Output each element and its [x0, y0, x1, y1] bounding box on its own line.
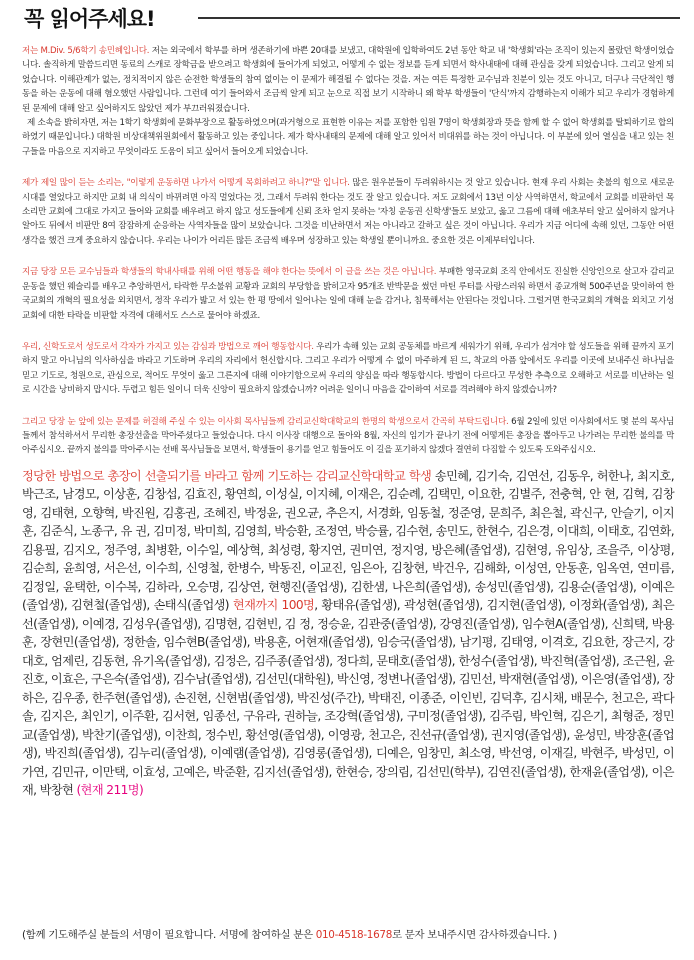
spacer	[22, 332, 674, 340]
paragraph-4-highlight: 우리, 신학도로서 성도로서 각자가 가지고 있는 감심과 방법으로 깨어 행동합시다.	[22, 341, 314, 352]
footer-suffix: 로 문자 보내주시면 감사하겠습니다. )	[392, 929, 557, 941]
spacer	[22, 168, 674, 176]
paragraph-3	[22, 265, 674, 323]
signer-list-heading: 정당한 방법으로 총장이 선출되기를 바라고 함께 기도하는 감리교신학대학교 학생	[22, 468, 432, 483]
paragraph-5-highlight: 그리고 당장 눈 앞에 있는 문제를 허걸해 주실 수 있는 이사회 목사님들께 감리교신학대학교의 한명의 학생으로서 간곡히 부탁드립니다.	[22, 416, 509, 427]
paragraph-1-text: 저는 외국에서 학부를 하며 생존하기에 바쁜 20대를 보냈고, 대학원에 입학하여도 2년 동안 학교 내 '학생회'라는 조직이 있는지 몰랐던 학생이었습니다. 솔직하게 말씀드리면 동료의 스캐로 장학금을 받으려고 학생회에 들어가게 되었고, 어떻게 수 없는 정보를 듣게 되면서 학사내태에 대해 관심을 갖게 되었습니다. 그리고 알게 되었습니다. 이해관계가 없는, 정치적이지 않은 순전한 학생들의 참여 없이는 이 문제가 해결될 수 없다는 것을. 저는 여든 특정한 교수님과 친분이 있는 것도 아니고, 더구나 극단적인 행동을 하는 운동에 대해 혐오했던 사람입니다. 그런데 여기 들어와서 조금씩 알게 되고 눈으로 직접 보기 시작하니 왜 학부 학생들이 '단식'까지 감행하는지 이해가 되고 우리가 경험하게 된 문제에 대해 알고 싶어하지도 않았던 제가 부끄러워졌습니다.	[22, 46, 674, 114]
footer-note	[22, 926, 674, 941]
signer-count-211: (현재 211명)	[76, 783, 144, 798]
header	[0, 0, 694, 34]
paragraph-2-text: 많은 원우분들이 두려워하시는 것 알고 있습니다. 현재 우리 사회는 촛불의 힘으로 새로운 시대를 열었다고 하지만 교회 내 의식이 바뀌려면 아직 멀었다는 것, 그래서 두려워 한다는 것도 잘 알고 있습니다. 저도 교회에서 13년 이상 사역하면서, 학교에서 교회를 비판하던 목소리만 교회에 그대로 가지고 들어와 교회를 배우려고 하지 않고 성도들에게 신뢰 조차 얻지 못하는 '자칭 운동권 신학생'들도 보았고, 옳고 그름에 대해 애초부터 알고 싶어하지 않거나 알아도 뒤에서 비판만 8여 잠잠하게 순응하는 사역자들을 많이 보았습니다. 그것을 비난하면서 저는 아니라고 갈하고 싶은 것이 아닙니다. 우리가 지금 어디에 속해 있던, 그동안 어떤 생각을 했건 크게 중요하지 않습니다. 우리는 나이가 어리든 많든 조금씩 배우며 성장하고 있는 학생일 뿐이니까요. 중요한 것은 이제부터입니다.	[22, 178, 674, 246]
paragraph-5-text: 6월 2일에 있던 이사회에서도 몇 분의 목사님들께서 참석하셔서 무리한 총장선출을 막아주셨다고 들었습니다. 다시 이사장 대행으로 돌아와 8월, 자신의 임기가 끝나기 전에 어떻게든 총장을 뽑아두고 나가려는 무리한 불의를 막아주십시오. 끝까지 불의를 막아주시는 선배 목사님들을 보면서, 학생들이 용기를 얻고 힘들어도 이 길을 포기하지 않겠다 결연히 다짐할 수 있도록 도와주십시오.	[22, 416, 674, 456]
paragraph-4-text: 우리가 속해 있는 교회 공동체를 바르게 세워가기 위해, 우리가 섬겨야 할 성도들을 위해 끝까지 포기하지 말고 아니님의 익사하심을 바라고 기도하며 우리의 자리에서 헌신합시다. 그리고 우리가 어떻게 수 없이 마주하게 된 드, 착교의 아픔 앞에서도 우리를 이곳에 보내주신 하나님을 믿고 기도로, 청원으로, 관심으로, 적어도 무엇이 옳고 그른지에 대해 이야기함으로써 우리의 양심을 따라 행동합시다. 방법이 다르다고 무성한 추측으로 오해하고 서로를 비난하는 일로 시간을 낭비하지 맙시다. 두렵고 힘든 일이니 더욱 신앙이 필요하지 않겠습니까? 어려운 일이니 마음을 같이하여 서로를 격려해야 하지 않겠습니까?	[22, 341, 674, 396]
signer-list	[22, 467, 674, 800]
paragraph-1	[22, 44, 674, 159]
title-divider	[198, 17, 680, 19]
footer-prefix: (함께 기도해주실 분들의 서명이 필요합니다. 서명에 참여하실 분은	[22, 929, 316, 941]
signer-names-1: 송민혜, 김기숙, 김연선, 김동우, 허한나, 최지호, 박근조, 남경모, 이상훈, 김창섭, 김효진, 황연희, 이성실, 이지혜, 이재은, 김순례, 김택민, 이요한, 김별주, 전충혁, 안 현, 김혁, 김창영, 김태현, 오향혁, 박진원, 김홍권, 조혜진, 박정윤, 권오균, 추은지, 서경화, 임동철, 정준영, 문희주, 최은철, 곽신구, 안슬기, 이지훈, 김준식, 노종구, 유 권, 김미정, 박미희, 김영희, 박승환, 조정연, 박승률, 김수현, 송민도, 한현수, 김은경, 이대희, 이태호, 김연화, 김용필, 김지오, 정주영, 최병환, 이수일, 예상혁, 최성령, 황지연, 권미연, 정지영, 방은혜(졸업생), 김현영, 유임상, 조을주, 이상평, 김순희, 윤희영, 서은선, 이수희, 신영철, 한병수, 박동진, 이교진, 임은아, 김창현, 박건우, 김해화, 이성연, 안동훈, 임옥연, 연미름, 김정일, 윤택한, 이수복, 김하라, 오승명, 김상연, 현행진(졸업생), 김한샘, 나은희(졸업생), 송성민(졸업생), 김용순(졸업생), 이예은(졸업생), 김현철(졸업생), 손태식(졸업생)	[22, 468, 674, 613]
spacer	[22, 257, 674, 265]
signer-names-2: , 황태유(졸업생), 곽성현(졸업생), 김지현(졸업생), 이정화(졸업생), 최은선(졸업생), 이예경, 김성우(졸업생), 김명현, 김현빈, 김 정, 정승윤, 김관중(졸업생), 강영진(졸업생), 임수현A(졸업생), 신희택, 박용훈, 장현민(졸업생), 정한솔, 임수현B(졸업생), 박용훈, 어현재(졸업생), 임승국(졸업생), 남기평, 김태영, 이격호, 김요한, 장근지, 강대호, 엄제린, 김동현, 유기옥(졸업생), 김정은, 김주종(졸업생), 정다희, 문태호(졸업생), 한성수(졸업생), 박진혁(졸업생), 조근원, 윤진호, 이효은, 구은숙(졸업생), 김수남(졸업생), 김선민(대학원), 박신영, 정변나(졸업생), 김민선, 박재현(졸업생), 이은영(졸업생), 장하은, 김우종, 한주현(졸업생), 손진현, 신현범(졸업생), 박진성(주간), 박태진, 이종준, 이인빈, 김덕후, 김시채, 배문수, 천고은, 곽다솔, 김지은, 최인기, 이주환, 김서현, 임종선, 구유라, 권하늘, 조강혁(졸업생), 구미정(졸업생), 김주림, 박인혁, 김은기, 최형준, 정민교(졸업생), 박찬기(졸업생), 이찬희, 정수빈, 황선영(졸업생), 이영광, 천고은, 진선규(졸업생), 권지영(졸업생), 윤성민, 박장훈(졸업생), 박진희(졸업생), 김누리(졸업생), 이예램(졸업생), 김영롱(졸업생), 디예은, 임창민, 최소영, 박선영, 이재길, 박현주, 박성민, 이가연, 김민규, 이만택, 이효성, 고예은, 박준환, 김지선(졸업생), 한현승, 장의림, 김선민(학부), 김연진(졸업생), 한재윤(졸업생), 이은재, 박창현	[22, 598, 675, 798]
paragraph-4	[22, 340, 674, 398]
page-title: 꼭 읽어주세요!	[24, 7, 155, 31]
paragraph-3-highlight: 지금 당장 모든 교수님들과 학생들의 학내사태를 위해 어떤 행동을 해야 한다는 뜻에서 이 글을 쓰는 것은 아닙니다.	[22, 267, 437, 278]
letter-body	[22, 44, 674, 800]
paragraph-3-text: 부패한 영국교회 조직 안에서도 진실한 신앙인으로 살고자 감리교 운동을 했던 웨슬리를 배우고 추앙하면서, 타락한 무소불위 교황과 교회의 부당함을 밝히고자 95개조 반박문을 썼던 마틴 루터를 사랑스러워 하면서 종교개혁 500주년을 맞이하여 한국교회의 개혁의 필요성을 외치면서, 정작 우리가 밟고 서 있는 한 평 땅에서 일어나는 일에 대해 눈을 감거나, 침묵해서는 안된다는 것입니다. 그럴거면 한국교회의 개혁을 외치고 기성교회에 대한 타락을 비판할 자격에 대해서도 스스로 물어야 하겠죠.	[22, 267, 674, 321]
paragraph-1-highlight: 저는 M.Div. 5/6학기 송민혜입니다.	[22, 46, 150, 56]
paragraph-2-highlight: 제가 제일 많이 듣는 소리는, "이렇게 운동하면 나가서 어떻게 목회하려고 하니?"말 입니다.	[22, 178, 350, 189]
paragraph-1-rest: 제 소속을 밝히자면, 저는 1학기 학생회에 문화부장으로 활동하였으며(과거형으로 표현한 이유는 저를 포함한 임원 7명이 학생회장과 뜻을 함께 할 수 없어 학생회를 탈퇴하기로 합의하였기 때문입니다.) 대학원 비상대책위원회에서 활동하고 있는 중입니다. 제가 학사내태의 문제에 대해 알고 있어서 비대위를 하는 것이 아닙니다. 이 부분에 있어 열심을 내고 있는 친구들을 마음으로 지지하고 무엇이라도 도움이 되고 싶어서 들어오게 되었습니다.	[22, 118, 674, 157]
paragraph-5	[22, 415, 674, 458]
contact-phone: 010-4518-1678	[315, 929, 393, 941]
paragraph-2	[22, 176, 674, 248]
spacer	[22, 407, 674, 415]
signer-count-100: 현재까지 100명	[232, 598, 315, 613]
